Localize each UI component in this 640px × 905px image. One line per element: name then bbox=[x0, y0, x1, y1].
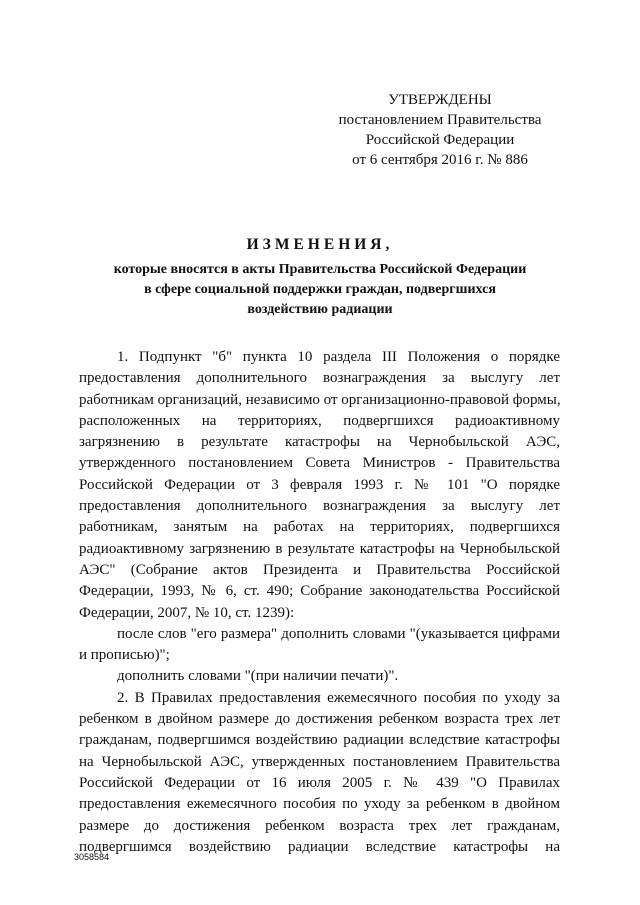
subtitle-line: которые вносятся в акты Правительства Российской Федерации bbox=[113, 262, 527, 277]
body-line: Российской Федерации от 3 февраля 1993 г. № 101 "О порядке bbox=[79, 476, 560, 493]
approval-line: от 6 сентября 2016 г. № 886 bbox=[352, 152, 528, 168]
body-line: размере до достижения ребенком возраста трех лет гражданам, bbox=[79, 817, 560, 834]
body-line: дополнить словами "(при наличии печати)". bbox=[117, 668, 399, 685]
body-line: 2. В Правилах предоставления ежемесячного пособия по уходу за bbox=[117, 689, 560, 706]
body-line: Федерации, 1993, № 6, ст. 490; Собрание законодательства Российской bbox=[79, 583, 560, 600]
body-line: АЭС" (Собрание актов Президента и Правительства Российской bbox=[79, 561, 560, 578]
body-line: подвергшимся воздействию радиации вследствие катастрофы на bbox=[79, 838, 560, 855]
body-line: и прописью)"; bbox=[79, 647, 170, 664]
body-line: предоставления ежемесячного пособия по уходу за ребенком в двойном bbox=[79, 796, 560, 813]
body-line: гражданам, подвергшимся воздействию радиации вследствие катастрофы bbox=[79, 732, 560, 749]
body-line: радиоактивному загрязнению в результате катастрофы на Чернобыльской bbox=[79, 540, 560, 557]
body-line: загрязнению в результате катастрофы на Чернобыльской АЭС, bbox=[79, 434, 560, 451]
body-line: Российской Федерации от 16 июля 2005 г. № 439 "О Правилах bbox=[79, 774, 560, 791]
body-line: предоставления дополнительного вознаграждения за выслугу лет bbox=[79, 498, 560, 515]
body-line: на Чернобыльской АЭС, утвержденных постановлением Правительства bbox=[79, 753, 560, 770]
body-line: предоставления дополнительного вознаграждения за выслугу лет bbox=[79, 370, 560, 387]
document-subtitle bbox=[0, 260, 640, 320]
body-line: ребенком в двойном размере до достижения ребенком возраста трех лет bbox=[79, 711, 560, 728]
subtitle-line: воздействию радиации bbox=[247, 302, 393, 317]
body-line: работникам организаций, независимо от организационно-правовой формы, bbox=[79, 391, 561, 408]
approval-block bbox=[330, 90, 550, 170]
approval-line: Российской Федерации bbox=[365, 132, 515, 148]
subtitle-line: в сфере социальной поддержки граждан, подвергшихся bbox=[144, 282, 496, 297]
body-line: Федерации, 2007, № 10, ст. 1239): bbox=[79, 604, 295, 621]
approval-line: постановлением Правительства bbox=[338, 112, 542, 128]
body-line: после слов "его размера" дополнить словами "(указывается цифрами bbox=[117, 625, 560, 642]
body-line: расположенных на территориях, подвергшихся радиоактивному bbox=[79, 412, 560, 429]
document-code: 3058584 bbox=[74, 852, 110, 862]
body-line: утвержденного постановлением Совета Министров - Правительства bbox=[79, 455, 560, 472]
document-body bbox=[79, 347, 560, 858]
approval-line: УТВЕРЖДЕНЫ bbox=[388, 92, 492, 108]
document-title: ИЗМЕНЕНИЯ, bbox=[246, 236, 394, 253]
body-line: 1. Подпункт "б" пункта 10 раздела III Положения о порядке bbox=[117, 349, 560, 365]
body-line: работникам, занятым на работах на территориях, подвергшихся bbox=[79, 519, 560, 536]
